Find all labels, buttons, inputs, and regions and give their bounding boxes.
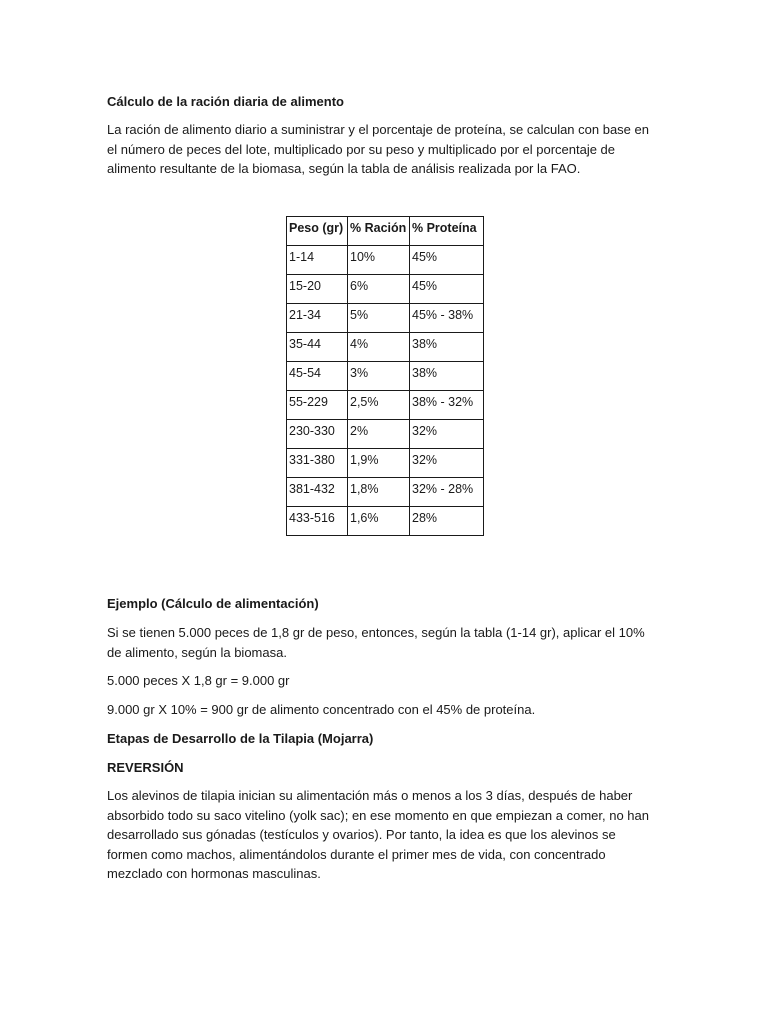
- ration-table: [286, 216, 484, 536]
- cell-weight: 1-14: [287, 246, 348, 275]
- table-row: [287, 391, 484, 420]
- cell-protein: 45%: [410, 275, 484, 304]
- table-row: [287, 362, 484, 391]
- cell-weight: 35-44: [287, 333, 348, 362]
- example-calculation-2: 9.000 gr X 10% = 900 gr de alimento concentrado con el 45% de proteína.: [107, 702, 536, 717]
- cell-weight: 55-229: [287, 391, 348, 420]
- cell-ration: 2,5%: [348, 391, 410, 420]
- table-row: [287, 275, 484, 304]
- example-calculation-1: 5.000 peces X 1,8 gr = 9.000 gr: [107, 673, 290, 688]
- header-ration: % Ración: [348, 217, 410, 246]
- cell-protein: 38% - 32%: [410, 391, 484, 420]
- cell-protein: 38%: [410, 333, 484, 362]
- table-header-row: [287, 217, 484, 246]
- section-title-daily-ration: Cálculo de la ración diaria de alimento: [107, 94, 344, 109]
- example-paragraph: Si se tienen 5.000 peces de 1,8 gr de peso, entonces, según la tabla (1-14 gr), aplicar el 10% de alimento, según la biomasa.: [107, 625, 645, 660]
- cell-ration: 4%: [348, 333, 410, 362]
- cell-weight: 21-34: [287, 304, 348, 333]
- cell-protein: 45% - 38%: [410, 304, 484, 333]
- intro-paragraph: La ración de alimento diario a suministrar y el porcentaje de proteína, se calculan con base en el número de peces del lote, multiplicado por su peso y multiplicado por el porcentaje de alimento resultante de la biomasa, según la tabla de análisis realizada por la FAO.: [107, 122, 649, 176]
- table-row: [287, 304, 484, 333]
- cell-ration: 2%: [348, 420, 410, 449]
- example-title: Ejemplo (Cálculo de alimentación): [107, 596, 319, 611]
- table-row: [287, 478, 484, 507]
- cell-weight: 433-516: [287, 507, 348, 536]
- cell-ration: 1,8%: [348, 478, 410, 507]
- cell-ration: 1,6%: [348, 507, 410, 536]
- cell-weight: 45-54: [287, 362, 348, 391]
- cell-ration: 6%: [348, 275, 410, 304]
- cell-ration: 10%: [348, 246, 410, 275]
- cell-protein: 38%: [410, 362, 484, 391]
- cell-weight: 381-432: [287, 478, 348, 507]
- cell-ration: 1,9%: [348, 449, 410, 478]
- cell-weight: 230-330: [287, 420, 348, 449]
- header-weight: Peso (gr): [287, 217, 348, 246]
- cell-protein: 32% - 28%: [410, 478, 484, 507]
- table-row: [287, 507, 484, 536]
- table-row: [287, 246, 484, 275]
- stages-paragraph: Los alevinos de tilapia inician su alimentación más o menos a los 3 días, después de haber absorbido todo su saco vitelino (yolk sac); en ese momento en que empiezan a comer, no han desarrollado sus gónadas (testículos y ovarios). Por tanto, la idea es que los alevinos se formen como machos, alimentándolos durante el primer mes de vida, con concentrado mezclado con hormonas masculinas.: [107, 788, 649, 881]
- cell-protein: 28%: [410, 507, 484, 536]
- cell-ration: 3%: [348, 362, 410, 391]
- cell-weight: 331-380: [287, 449, 348, 478]
- table-row: [287, 420, 484, 449]
- stages-title: Etapas de Desarrollo de la Tilapia (Mojarra): [107, 731, 374, 746]
- cell-ration: 5%: [348, 304, 410, 333]
- table-row: [287, 449, 484, 478]
- table-row: [287, 333, 484, 362]
- reversion-heading: REVERSIÓN: [107, 760, 184, 775]
- cell-protein: 32%: [410, 420, 484, 449]
- header-protein: % Proteína: [410, 217, 484, 246]
- cell-protein: 45%: [410, 246, 484, 275]
- cell-protein: 32%: [410, 449, 484, 478]
- cell-weight: 15-20: [287, 275, 348, 304]
